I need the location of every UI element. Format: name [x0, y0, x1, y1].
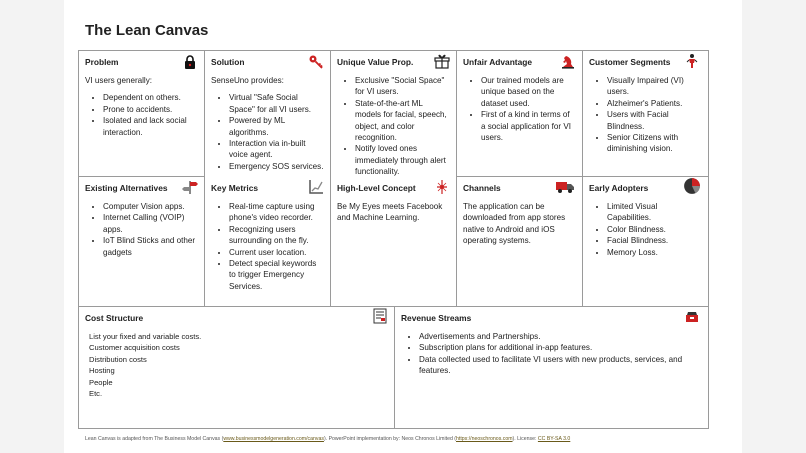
alternatives-list — [85, 201, 198, 258]
list-item: • Internet Calling (VOIP) apps. — [103, 212, 198, 235]
list-item: • Facial Blindness. — [607, 235, 702, 246]
metrics-cell — [205, 177, 330, 306]
solution-heading: Solution — [211, 57, 245, 67]
segments-heading: Customer Segments — [589, 57, 671, 67]
list-item: • Advertisements and Partnerships. — [419, 331, 702, 342]
list-item: • Visually Impaired (VI) users. — [607, 75, 702, 98]
concept-text: Be My Eyes meets Facebook and Machine Learning. — [337, 202, 443, 223]
list-item: • Interaction via in-built voice agent. — [229, 138, 324, 161]
uvp-heading: Unique Value Prop. — [337, 57, 414, 67]
footer-text: ). License: — [512, 436, 538, 442]
list-item: • Subscription plans for additional in-app features. — [419, 342, 702, 353]
problem-list — [85, 92, 198, 138]
uvp-list — [337, 75, 450, 178]
list-item: • Detect special keywords to trigger Emergency Services. — [229, 258, 324, 292]
list-item: • Data collected used to facilitate VI users with new products, services, and features. — [419, 354, 702, 377]
list-item: • Exclusive "Social Space" for VI users. — [355, 75, 450, 98]
page-title: The Lean Canvas — [85, 22, 209, 39]
list-item: • Our trained models are unique based on the dataset used. — [481, 75, 576, 109]
list-item: • Memory Loss. — [607, 247, 702, 258]
list-item: • Isolated and lack social interaction. — [103, 115, 198, 138]
list-item: • Real-time capture using phone's video recorder. — [229, 201, 324, 224]
money-bag-icon — [684, 309, 700, 325]
concept-heading: High-Level Concept — [337, 183, 416, 193]
list-item: • First of a kind in terms of a social application for VI users. — [481, 109, 576, 143]
adopters-heading: Early Adopters — [589, 183, 649, 193]
footer-text: ). PowerPoint implementation by: Neos Chronos Limited ( — [323, 436, 457, 442]
unfair-heading: Unfair Advantage — [463, 57, 533, 67]
list-item: • Alzheimer's Patients. — [607, 98, 702, 109]
segments-cell — [583, 51, 708, 176]
footer-text: Lean Canvas is adapted from The Business Model Canvas ( — [85, 436, 224, 442]
compass-icon — [434, 179, 450, 195]
unfair-cell — [457, 51, 582, 176]
cost-line: Customer acquisition costs — [89, 343, 180, 353]
segments-list — [589, 75, 702, 155]
list-item: • Computer Vision apps. — [103, 201, 198, 212]
chart-icon — [308, 179, 324, 195]
signpost-icon — [180, 179, 200, 195]
channels-heading: Channels — [463, 183, 501, 193]
footer — [85, 436, 570, 442]
list-item: • Virtual "Safe Social Space" for all VI users. — [229, 92, 324, 115]
lock-icon — [182, 54, 198, 70]
list-item: • Senior Citizens with diminishing vision. — [607, 132, 702, 155]
list-item: • Current user location. — [229, 247, 324, 258]
cost-line: Hosting — [89, 366, 115, 376]
list-item: • Limited Visual Capabilities. — [607, 201, 702, 224]
footer-link-canvas[interactable]: www.businessmodelgeneration.com/canvas — [223, 436, 324, 442]
pie-chart-icon — [683, 177, 701, 195]
cost-line: People — [89, 377, 113, 387]
list-item: • Notify loved ones immediately through alert functionality. — [355, 143, 450, 177]
cost-line: List your fixed and variable costs. — [89, 332, 202, 341]
unfair-list — [463, 75, 576, 143]
revenue-list — [401, 331, 702, 377]
list-item: • Powered by ML algorithms. — [229, 115, 324, 138]
lean-canvas — [78, 50, 709, 429]
revenue-heading: Revenue Streams — [401, 313, 472, 323]
solution-intro: SenseUno provides: — [211, 76, 284, 85]
list-item: • Color Blindness. — [607, 224, 702, 235]
adopters-list — [589, 201, 702, 258]
list-item: • State-of-the-art ML models for facial, speech, object, and color recognition. — [355, 98, 450, 144]
alternatives-cell — [79, 177, 204, 306]
alternatives-heading: Existing Alternatives — [85, 183, 168, 193]
metrics-list — [211, 201, 324, 292]
channels-cell — [457, 177, 582, 306]
list-item: • Recognizing users surrounding on the fly. — [229, 224, 324, 247]
key-icon — [308, 54, 324, 70]
list-item: • IoT Blind Sticks and other gadgets — [103, 235, 198, 258]
channels-text: The application can be downloaded from app stores native to Android and iOS operating systems. — [463, 202, 566, 246]
cost-line: Distribution costs — [89, 354, 147, 364]
gift-icon — [434, 53, 450, 69]
footer-link-neoschronos[interactable]: https://neoschronos.com — [456, 436, 513, 442]
revenue-cell — [395, 307, 708, 428]
cost-line: Etc. — [89, 389, 103, 399]
chess-piece-icon — [560, 53, 576, 69]
list-item: • Dependent on others. — [103, 92, 198, 103]
list-item: • Emergency SOS services. — [229, 161, 324, 172]
adopters-cell — [583, 177, 708, 306]
cost-heading: Cost Structure — [85, 313, 144, 323]
truck-icon — [555, 178, 575, 194]
solution-list — [211, 92, 324, 172]
cost-cell — [79, 307, 394, 428]
problem-heading: Problem — [85, 57, 119, 67]
concept-cell — [331, 177, 456, 306]
problem-intro: VI users generally: — [85, 76, 153, 85]
list-item: • Users with Facial Blindness. — [607, 109, 702, 132]
footer-link-license[interactable]: CC BY-SA 3.0 — [537, 436, 571, 442]
target-figure-icon — [684, 53, 700, 69]
metrics-heading: Key Metrics — [211, 183, 259, 193]
price-tag-icon — [372, 308, 388, 324]
list-item: • Prone to accidents. — [103, 104, 198, 115]
